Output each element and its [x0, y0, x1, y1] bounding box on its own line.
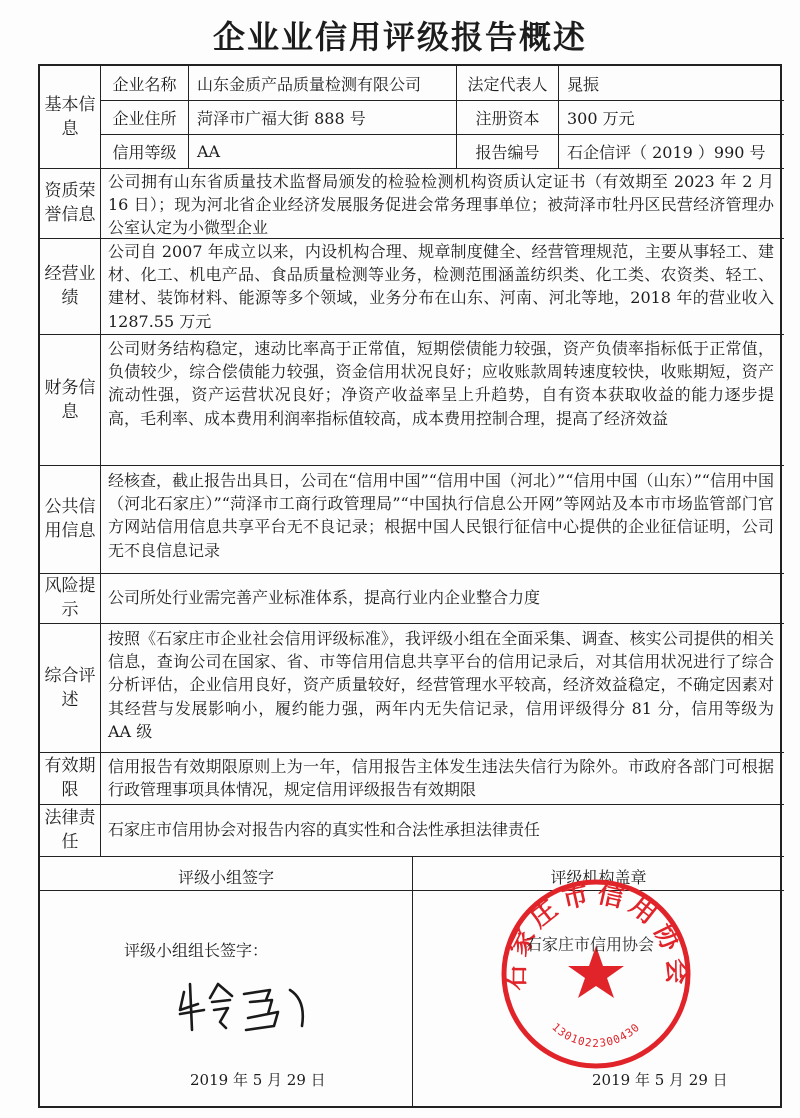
rating-agency-seal-header: 评级机构盖章 — [550, 867, 647, 887]
agency-seal-date: 2019 年 5 月 29 日 — [592, 1071, 728, 1089]
section-label-summary: 综合评述 — [44, 665, 96, 710]
legal-rep-label: 法定代表人 — [467, 74, 548, 94]
handwritten-signature — [174, 970, 324, 1040]
report-table — [38, 64, 782, 1108]
legal-rep-value: 晁振 — [567, 74, 600, 94]
team-leader-signature-label: 评级小组组长签字： — [124, 941, 269, 960]
section-text-legal: 石家庄市信用协会对报告内容的真实性和合法性承担法律责任 — [108, 820, 541, 839]
company-name-label: 企业名称 — [112, 74, 177, 94]
page-title: 企业业信用评级报告概述 — [212, 18, 587, 56]
seal-ring-text: 石家庄市信用协会 — [500, 878, 692, 991]
section-label-financial: 财务信息 — [44, 377, 96, 422]
section-label-basic-info: 基本信息 — [44, 95, 96, 139]
team-signature-date: 2019 年 5 月 29 日 — [190, 1071, 326, 1089]
section-text-summary: 按照《石家庄市企业社会信用评级标准》，我评级小组在全面采集、调查、核实公司提供的相关信息，查询公司在国家、省、市等信用信息共享平台的信用记录后，对其信用状况进行了综合分析评估，企业信用良好，资产质量较好，经营管理水平较高，经济效益稳定，不确定因素对其经营与发展影响小，履约能力强，两年内无失信记录，信用评级得分 81 分，信用等级为 AA 级 — [108, 629, 774, 741]
seal-number: 1301022300430 — [549, 1020, 643, 1050]
section-text-qualification: 公司拥有山东省质量技术监督局颁发的检验检测机构资质认定证书（有效期至 2023 年 2 月 16 日）；现为河北省企业经济发展服务促进会常务理事单位；被菏泽市牡丹区民营经济管理办公室认定为小微型企业 — [108, 172, 774, 238]
capital-value: 300 万元 — [567, 108, 635, 128]
credit-grade-value: AA — [197, 141, 221, 161]
seal-inner-text: 石家庄市信用协会 — [526, 935, 655, 954]
section-label-validity: 有效期限 — [44, 756, 96, 800]
agency-seal — [496, 874, 696, 1074]
section-label-risk: 风险提示 — [44, 576, 96, 620]
section-label-qualification: 资质荣誉信息 — [44, 181, 96, 225]
rating-team-signature-header: 评级小组签字 — [177, 867, 274, 887]
section-text-risk: 公司所处行业需完善产业标准体系，提高行业内企业整合力度 — [108, 588, 541, 607]
report-number-label: 报告编号 — [475, 142, 540, 162]
section-text-validity: 信用报告有效期限原则上为一年，信用报告主体发生违法失信行为除外。市政府各部门可根据行政管理事项具体情况，规定信用评级报告有效期限 — [108, 757, 774, 800]
section-label-performance: 经营业绩 — [44, 264, 96, 308]
section-text-financial: 公司财务结构稳定，速动比率高于正常值，短期偿债能力较强，资产负债率指标低于正常值，负债较少，综合偿债能力较强，资金信用状况良好；应收账款周转速度较快，收账期短，资产流动性强，资产运营状况良好；净资产收益率呈上升趋势，自有资本获取收益的能力逐步提高，毛利率、成本费用利润率指标值较高，成本费用控制合理，提高了经济效益 — [108, 339, 774, 428]
section-label-legal: 法律责任 — [44, 808, 96, 852]
address-value: 菏泽市广福大街 888 号 — [197, 108, 366, 128]
report-number-value: 石企信评（ 2019 ）990 号 — [567, 142, 766, 162]
section-text-performance: 公司自 2007 年成立以来，内设机构合理、规章制度健全、经营管理规范，主要从事轻工、建材、化工、机电产品、食品质量检测等业务，检测范围涵盖纺织类、化工类、农资类、轻工、建材、装饰材料、能源等多个领域，业务分布在山东、河南、河北等地，2018 年的营业收入 1287.55 万元 — [108, 242, 774, 331]
section-label-public-credit: 公共信用信息 — [44, 497, 96, 541]
address-label: 企业住所 — [112, 108, 177, 128]
company-name-value: 山东金质产品质量检测有限公司 — [197, 74, 422, 94]
credit-grade-label: 信用等级 — [112, 142, 177, 162]
section-text-public-credit: 经核查，截止报告出具日，公司在“信用中国”“信用中国（河北）”“信用中国（山东）”“信用中国（河北石家庄）”“菏泽市工商行政管理局”“中国执行信息公开网”等网站及本市市场监管部门官方网站信用信息共享平台无不良记录；根据中国人民银行征信中心提供的企业征信证明，公司无不良信息记录 — [108, 471, 774, 560]
capital-label: 注册资本 — [475, 108, 540, 128]
